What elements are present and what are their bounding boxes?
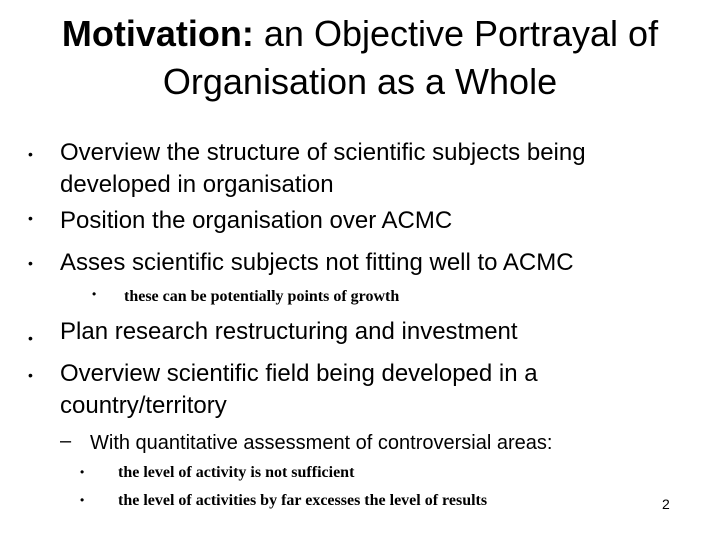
bullet-item-1: [60, 137, 700, 201]
bullet-marker: •: [28, 367, 33, 383]
title-bold: Motivation:: [61, 13, 254, 54]
title-line-2: Organisation as a Whole: [162, 61, 558, 102]
page-number: 2: [662, 496, 670, 512]
bullet-marker: •: [28, 210, 33, 226]
bullet-item-1-line-1: Overview the structure of scientific subjects being: [60, 139, 586, 166]
bullet-item-3: Asses scientific subjects not fitting well to ACMC: [60, 249, 574, 276]
sub-bullet-marker: •: [92, 287, 97, 301]
sub-item-growth: these can be potentially points of growth: [124, 288, 400, 305]
bullet-marker: •: [28, 255, 33, 271]
bullet-item-1-line-2: developed in organisation: [60, 171, 334, 198]
bullet-item-4: Plan research restructuring and investment: [60, 318, 518, 345]
dash-item-quantitative: With quantitative assessment of controversial areas:: [90, 432, 553, 454]
bullet-item-5-line-1: Overview scientific field being developed in a: [60, 360, 538, 387]
bullet-item-5: [60, 358, 700, 422]
title-line-1: [0, 10, 720, 58]
sub-item-activity: the level of activity is not sufficient: [118, 464, 355, 481]
sub-item-results: the level of activities by far excesses the level of results: [118, 492, 488, 509]
bullet-item-2: Position the organisation over ACMC: [60, 207, 453, 234]
title-rest: an Objective Portrayal of: [253, 13, 659, 54]
dash-marker: –: [60, 430, 72, 452]
slide-title: [0, 10, 720, 106]
sub-bullet-marker: •: [80, 493, 85, 507]
bullet-marker: •: [28, 146, 33, 162]
sub-bullet-marker: •: [80, 465, 85, 479]
bullet-item-5-line-2: country/territory: [60, 392, 227, 419]
bullet-marker: •: [28, 330, 33, 346]
